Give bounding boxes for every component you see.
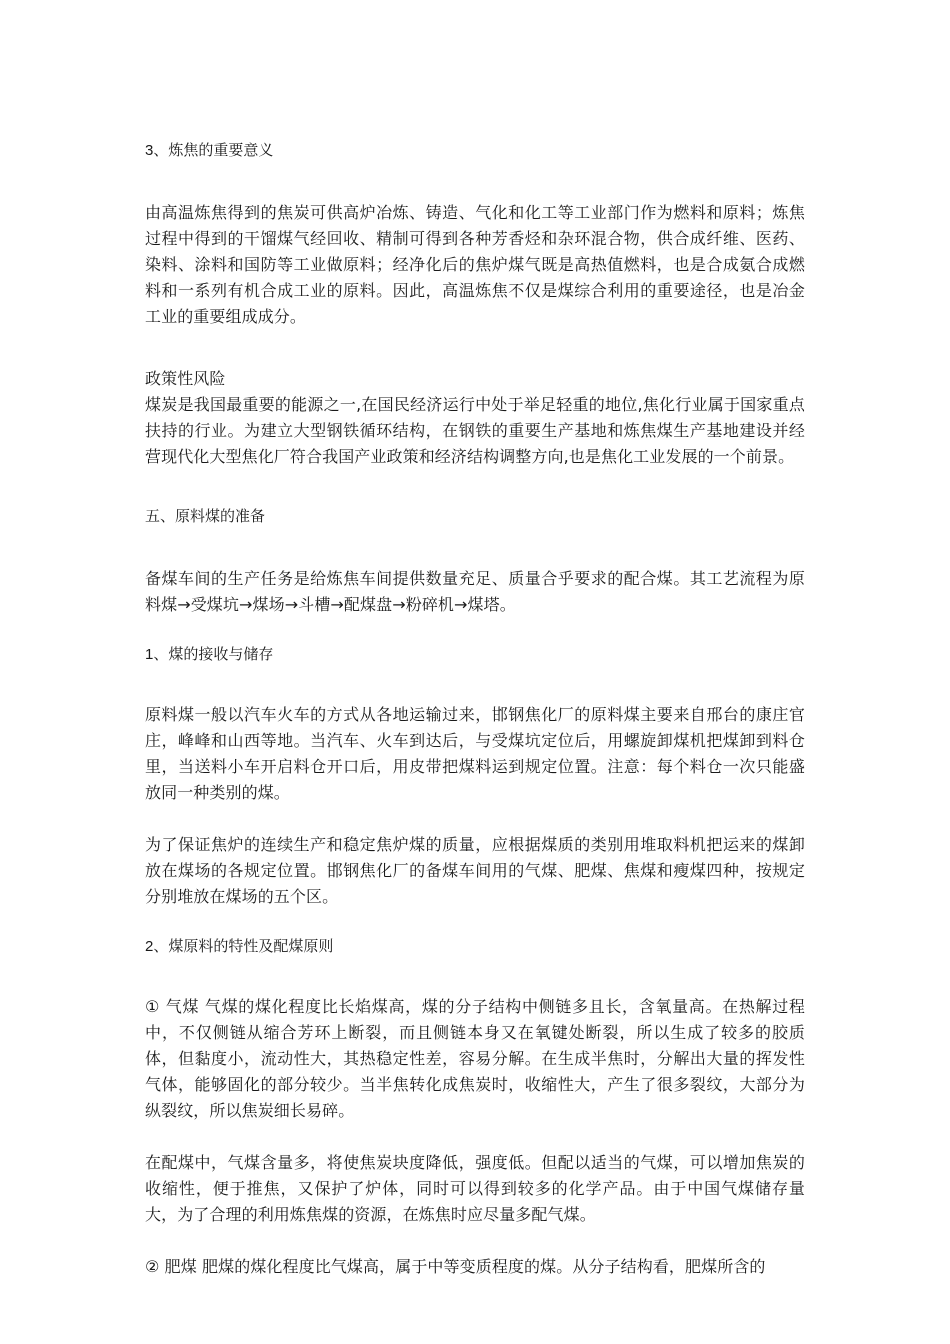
section-heading-raw-coal-preparation: 五、原料煤的准备 — [145, 508, 266, 525]
paragraph-policy-risk: 煤炭是我国最重要的能源之一,在国民经济运行中处于举足轻重的地位,焦化行业属于国家重点扶持的行业。为建立大型钢铁循环结构，在钢铁的重要生产基地和炼焦煤生产基地建设并经营现代化大型焦化厂符合我国产业政策和经济结构调整方向,也是焦化工业发展的一个前景。 — [145, 395, 805, 466]
paragraph-coking-significance: 由高温炼焦得到的焦炭可供高炉冶炼、铸造、气化和化工等工业部门作为燃料和原料；炼焦过程中得到的干馏煤气经回收、精制可得到各种芳香烃和杂环混合物，供合成纤维、医药、染料、涂料和国防等工业做原料；经净化后的焦炉煤气既是高热值燃料，也是合成氨合成燃料和一系列有机合成工业的原料。因此，高温炼焦不仅是煤综合利用的重要途径，也是冶金工业的重要组成成分。 — [145, 203, 805, 326]
paragraph-coal-receiving-1: 原料煤一般以汽车火车的方式从各地运输过来，邯钢焦化厂的原料煤主要来自邢台的康庄官庄，峰峰和山西等地。当汽车、火车到达后，与受煤坑定位后，用螺旋卸煤机把煤卸到料仓里，当送料小车开启料仓开口后，用皮带把煤料运到规定位置。注意：每个料仓一次只能盛放同一种类别的煤。 — [145, 705, 805, 802]
document-page — [145, 140, 805, 1280]
subsection-heading-coal-receiving: 1、煤的接收与储存 — [145, 646, 274, 663]
paragraph-gas-coal-blending: 在配煤中，气煤含量多，将使焦炭块度降低，强度低。但配以适当的气煤，可以增加焦炭的收缩性，便于推焦，又保护了炉体，同时可以得到较多的化学产品。由于中国气煤储存量大，为了合理的利用炼焦煤的资源，在炼焦时应尽量多配气煤。 — [145, 1153, 805, 1224]
section-heading-policy-risk: 政策性风险 — [145, 369, 226, 388]
paragraph-coal-receiving-2: 为了保证焦炉的连续生产和稳定焦炉煤的质量，应根据煤质的类别用堆取料机把运来的煤卸放在煤场的各规定位置。邯钢焦化厂的备煤车间用的气煤、肥煤、焦煤和瘦煤四种，按规定分别堆放在煤场的五个区。 — [145, 835, 805, 906]
paragraph-gas-coal: ① 气煤 气煤的煤化程度比长焰煤高，煤的分子结构中侧链多且长，含氧量高。在热解过程中，不仅侧链从缩合芳环上断裂，而且侧链本身又在氧键处断裂，所以生成了较多的胶质体，但黏度小，流动性大，其热稳定性差，容易分解。在生成半焦时，分解出大量的挥发性气体，能够固化的部分较少。当半焦转化成焦炭时，收缩性大，产生了很多裂纹，大部分为纵裂纹，所以焦炭细长易碎。 — [145, 997, 805, 1120]
paragraph-raw-coal-preparation: 备煤车间的生产任务是给炼焦车间提供数量充足、质量合乎要求的配合煤。其工艺流程为原料煤→受煤坑→煤场→斗槽→配煤盘→粉碎机→煤塔。 — [145, 569, 805, 614]
subsection-heading-coal-properties: 2、煤原料的特性及配煤原则 — [145, 938, 334, 955]
section-heading-coking-significance: 3、炼焦的重要意义 — [145, 142, 274, 159]
paragraph-fat-coal: ② 肥煤 肥煤的煤化程度比气煤高，属于中等变质程度的煤。从分子结构看，肥煤所含的 — [145, 1257, 766, 1276]
